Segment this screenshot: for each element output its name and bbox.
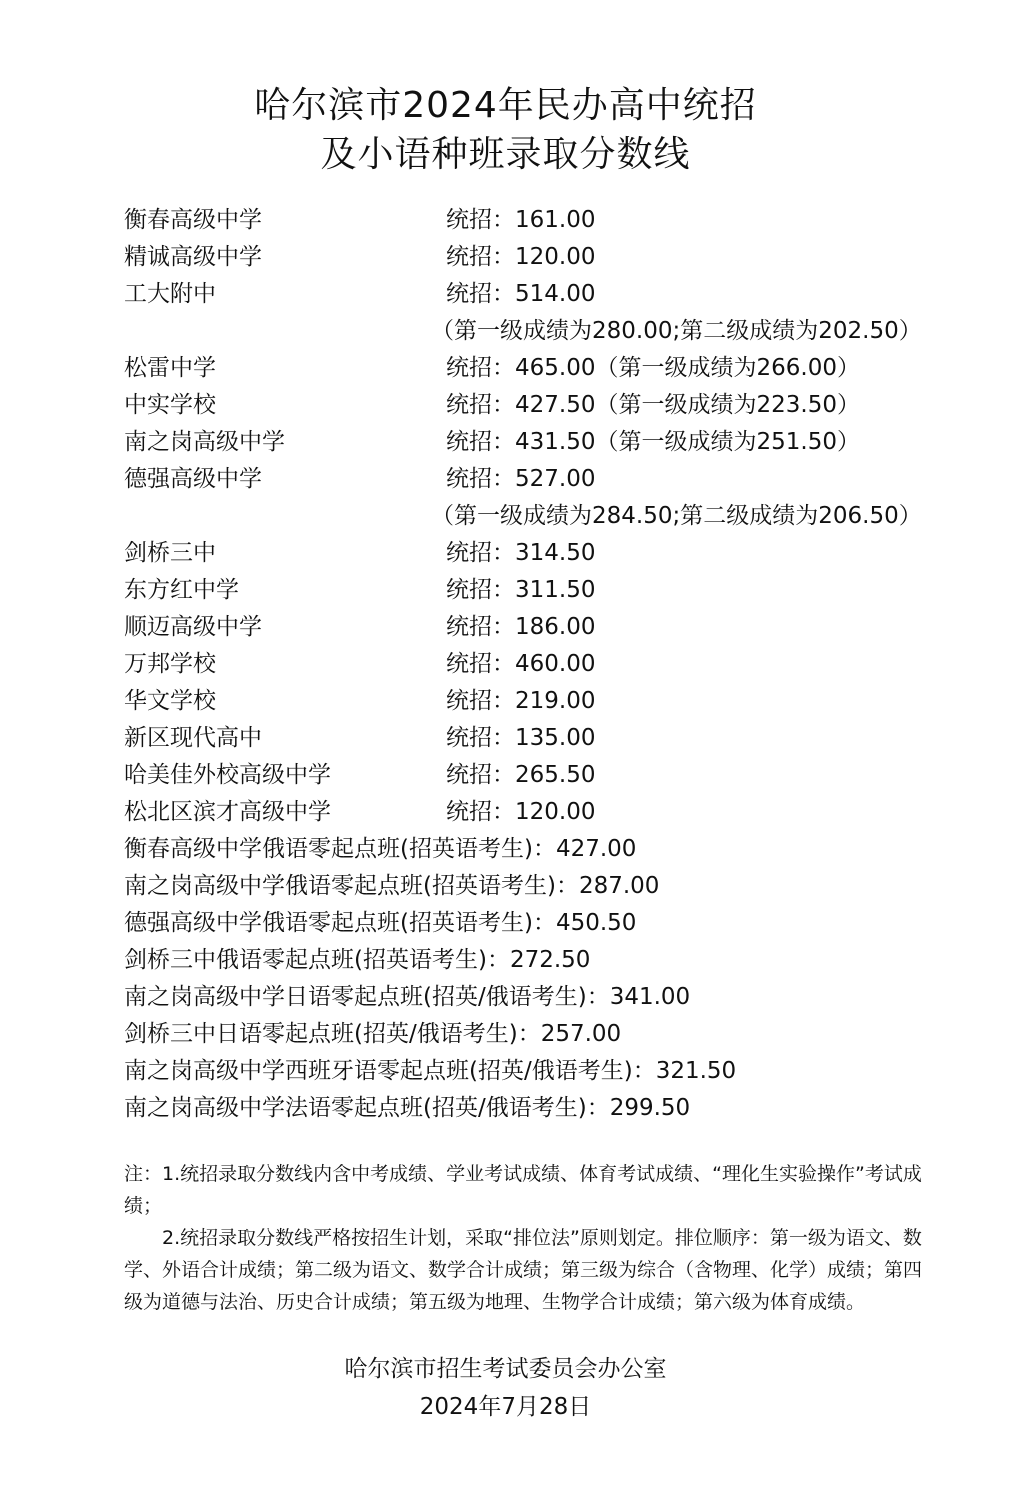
score-row: [124, 424, 954, 461]
school-score: 统招：161.00: [446, 207, 596, 233]
document-title-line-2: 及小语种班录取分数线: [320, 134, 691, 175]
score-row: [124, 461, 954, 498]
notes-section: [124, 1158, 930, 1318]
score-row: [124, 720, 954, 757]
score-row: [124, 794, 954, 831]
score-row: [124, 572, 954, 609]
school-score: 统招：120.00: [446, 244, 596, 270]
score-row: [124, 609, 954, 646]
language-class-row: 南之岗高级中学俄语零起点班(招英语考生)：287.00: [124, 873, 660, 899]
school-name: 新区现代高中: [124, 725, 262, 751]
school-score: 统招：427.50（第一级成绩为223.50）: [446, 392, 860, 418]
school-name: 顺迈高级中学: [124, 614, 262, 640]
school-score: 统招：314.50: [446, 540, 596, 566]
score-row: [124, 276, 954, 313]
school-score: 统招：431.50（第一级成绩为251.50）: [446, 429, 860, 455]
school-name: 松北区滨才高级中学: [124, 799, 331, 825]
language-class-row: 剑桥三中俄语零起点班(招英语考生)：272.50: [124, 947, 591, 973]
school-name: 哈美佳外校高级中学: [124, 762, 331, 788]
school-score: 统招：465.00（第一级成绩为266.00）: [446, 355, 860, 381]
school-score: 统招：527.00: [446, 466, 596, 492]
score-row-continuation: [124, 498, 954, 535]
school-score: 统招：265.50: [446, 762, 596, 788]
school-score-detail: （第一级成绩为284.50;第二级成绩为206.50）: [431, 503, 922, 529]
language-class-row: 南之岗高级中学日语零起点班(招英/俄语考生)：341.00: [124, 984, 691, 1010]
document-title-line-1: 哈尔滨市2024年民办高中统招: [254, 85, 757, 126]
language-class-row: 南之岗高级中学法语零起点班(招英/俄语考生)：299.50: [124, 1095, 691, 1121]
school-name: 万邦学校: [124, 651, 216, 677]
school-name: 精诚高级中学: [124, 244, 262, 270]
issuing-office: 哈尔滨市招生考试委员会办公室: [344, 1356, 667, 1382]
school-score-detail: （第一级成绩为280.00;第二级成绩为202.50）: [431, 318, 922, 344]
school-score: 统招：514.00: [446, 281, 596, 307]
school-name: 德强高级中学: [124, 466, 262, 492]
score-row: [124, 202, 954, 239]
language-class-row: 南之岗高级中学西班牙语零起点班(招英/俄语考生)：321.50: [124, 1058, 737, 1084]
school-name: 工大附中: [124, 281, 216, 307]
school-score: 统招：219.00: [446, 688, 596, 714]
score-row: [124, 350, 954, 387]
score-row: [124, 387, 954, 424]
language-class-row: 剑桥三中日语零起点班(招英/俄语考生)：257.00: [124, 1021, 622, 1047]
score-row-continuation: [124, 313, 954, 350]
school-name: 华文学校: [124, 688, 216, 714]
school-name: 剑桥三中: [124, 540, 216, 566]
school-name: 南之岗高级中学: [124, 429, 285, 455]
score-row: [124, 535, 954, 572]
school-name: 中实学校: [124, 392, 216, 418]
note-2: 2.统招录取分数线严格按招生计划，采取“排位法”原则划定。排位顺序：第一级为语文、数学、外语合计成绩；第二级为语文、数学合计成绩；第三级为综合（含物理、化学）成绩；第四级为道德与法治、历史合计成绩；第五级为地理、生物学合计成绩；第六级为体育成绩。: [124, 1227, 923, 1313]
issue-date: 2024年7月28日: [419, 1394, 592, 1420]
school-score: 统招：460.00: [446, 651, 596, 677]
school-score: 统招：186.00: [446, 614, 596, 640]
school-name: 东方红中学: [124, 577, 239, 603]
score-row: [124, 757, 954, 794]
score-row: [124, 683, 954, 720]
school-score: 统招：135.00: [446, 725, 596, 751]
note-1: 注：1.统招录取分数线内含中考成绩、学业考试成绩、体育考试成绩、“理化生实验操作”考试成绩；: [124, 1163, 922, 1217]
score-row: [124, 239, 954, 276]
score-row: [124, 646, 954, 683]
school-name: 衡春高级中学: [124, 207, 262, 233]
school-score: 统招：311.50: [446, 577, 596, 603]
school-name: 松雷中学: [124, 355, 216, 381]
language-class-row: 德强高级中学俄语零起点班(招英语考生)：450.50: [124, 910, 637, 936]
language-class-row: 衡春高级中学俄语零起点班(招英语考生)：427.00: [124, 836, 637, 862]
score-list: [124, 202, 954, 1127]
school-score: 统招：120.00: [446, 799, 596, 825]
